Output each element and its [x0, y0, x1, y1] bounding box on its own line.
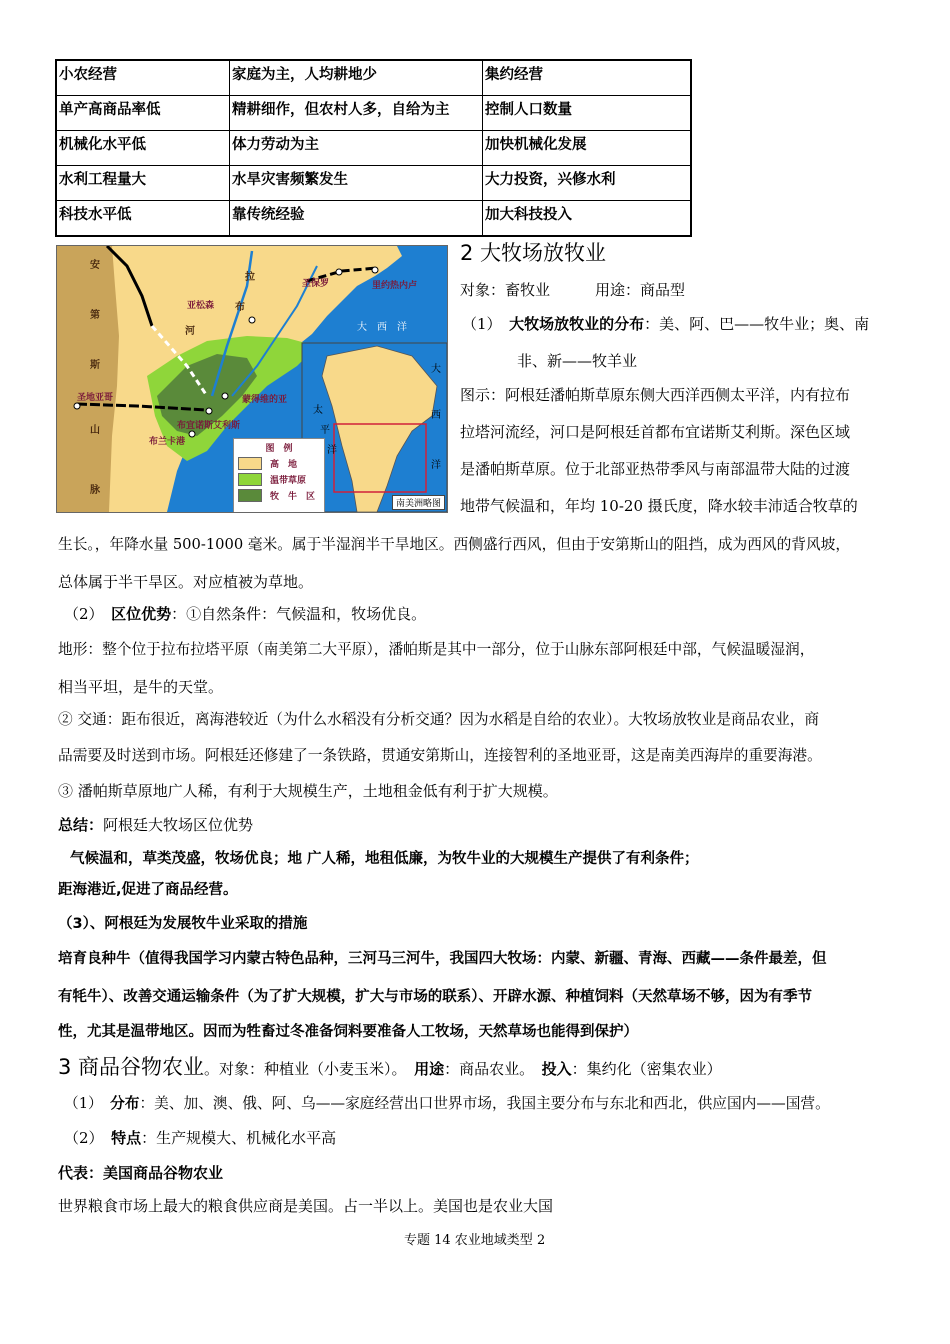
atl-label-3: 洋: [431, 460, 441, 471]
buenos-label: 布宜诺斯艾利斯: [177, 421, 241, 431]
pacific-label-1: 太: [313, 405, 323, 416]
legend-swatch-grassland: [238, 473, 262, 486]
table-cell: 精耕细作，但农村人多，自给为主: [230, 96, 483, 131]
s3-p1-rest: ：美、加、澳、俄、阿、乌——家庭经营出口世界市场，我国主要分布与东北和西北，供应国内——国营。: [139, 1095, 830, 1112]
p1-label: 大牧场放牧业的分布: [509, 315, 645, 333]
s3-p2-num: （2）: [64, 1129, 97, 1147]
santiago-dot: [74, 403, 80, 409]
representative: 代表：美国商品谷物农业: [58, 1164, 224, 1182]
traffic-line-1: ② 交通：距布很近，离海港较近（为什么水稻没有分析交通？因为水稻是自给的农业）。大牧场放牧业是商品农业，商: [58, 711, 820, 728]
summary-line: [58, 818, 253, 833]
page-footer: 专题 14 农业地域类型 2: [404, 1233, 546, 1248]
table-row: [56, 131, 691, 166]
atl-label-1: 大: [431, 364, 441, 375]
table-cell: 家庭为主，人均耕地少: [230, 60, 483, 96]
fig-desc-3: 是潘帕斯草原。位于北部亚热带季风与南部温带大陆的过渡: [460, 460, 851, 478]
rio-dot: [372, 267, 378, 273]
section3-heading: 3 商品谷物农业: [58, 1055, 205, 1079]
land-line: ③ 潘帕斯草原地广人稀，有利于大规模生产，土地租金低有利于扩大规模。: [58, 782, 558, 800]
andes-label-1: 安: [90, 260, 100, 271]
p2-num: （2）: [64, 605, 97, 623]
table-cell: 靠传统经验: [230, 201, 483, 237]
table-cell: 加快机械化发展: [483, 131, 692, 166]
bahia-label: 布兰卡港: [149, 437, 186, 447]
full-line-1: 生长。，年降水量 500-1000 毫米。属于半湿润半干旱地区。西侧盛行西风，但由于安第斯山的阻挡，成为西风的背风坡，: [58, 536, 851, 553]
table-cell: 体力劳动为主: [230, 131, 483, 166]
section2-p2: [64, 607, 426, 622]
section3-h-rest: 。对象：种植业（小麦玉米）。: [204, 1060, 415, 1078]
bahia-dot: [189, 431, 195, 437]
santos-dot: [336, 269, 342, 275]
section2-p1: [462, 317, 869, 332]
full-line-2: 总体属于半干旱区。对应植被为草地。: [58, 573, 314, 591]
section2-heading: 2 大牧场放牧业: [460, 241, 607, 265]
andes-label-3: 斯: [90, 360, 100, 371]
summary-label: 总结：: [58, 816, 104, 834]
table-row: [56, 60, 691, 96]
table-cell: 水利工程量大: [56, 166, 230, 201]
asuncion-dot: [249, 317, 255, 323]
table-cell: 科技水平低: [56, 201, 230, 237]
south-america-map: [56, 245, 448, 513]
table-row: [56, 96, 691, 131]
summary-rest: 阿根廷大牧场区位优势: [103, 816, 254, 834]
fig-desc-2: 拉塔河流经，河口是阿根廷首都布宜诺斯艾利斯。深色区域: [460, 423, 851, 441]
andes-label-4: 山: [90, 425, 100, 436]
section3-heading-line: [58, 1057, 722, 1078]
santiago-label: 圣地亚哥: [77, 393, 114, 403]
legend-swatch-cattle: [238, 489, 262, 502]
use-label: 用途: [414, 1060, 445, 1078]
section3-p1: [64, 1097, 830, 1112]
p1-rest: ：美、阿、巴——牧牛业；奥、南: [644, 315, 870, 333]
map-legend: [233, 438, 325, 513]
section2-p1-cont: 非、新——牧羊业: [517, 352, 638, 370]
use-rest: ：商品农业。: [444, 1060, 542, 1078]
ocean-main-label: 大 西 洋: [357, 322, 407, 333]
river-label: 河: [185, 326, 195, 337]
table-cell: 集约经营: [483, 60, 692, 96]
table-cell: 大力投资，兴修水利: [483, 166, 692, 201]
comparison-table: [55, 59, 692, 237]
pacific-label-2: 平: [320, 425, 330, 436]
atl-label-2: 西: [431, 410, 441, 421]
terrain-line-2: 相当平坦，是牛的天堂。: [58, 678, 224, 696]
section2-object-line: 对象：畜牧业 用途：商品型: [460, 281, 686, 299]
s3-p1-label: 分布: [110, 1095, 140, 1112]
table-cell: 控制人口数量: [483, 96, 692, 131]
pacific-label-3: 洋: [327, 445, 337, 456]
santos-label: 圣保罗: [302, 279, 330, 289]
table-row: [56, 201, 691, 237]
last-line: 世界粮食市场上最大的粮食供应商是美国。占一半以上。美国也是农业大国: [58, 1197, 554, 1215]
s3-p1-num: （1）: [64, 1095, 96, 1112]
measures-1: 培育良种牛（值得我国学习内蒙古特色品种，三河马三河牛，我国四大牧场：内蒙、新疆、青海、西藏——条件最差，但: [58, 951, 827, 967]
table-cell: 加大科技投入: [483, 201, 692, 237]
la-label-2: 布: [235, 302, 245, 313]
p2-label: 区位优势: [111, 605, 172, 623]
measures-2: 有牦牛）、改善交通运输条件（为了扩大规模，扩大与市场的联系）、开辟水源、种植饲料（天然草场不够，因为有季节: [58, 989, 812, 1005]
buenos-dot: [206, 408, 212, 414]
summary-2: 距海港近,促进了商品经营。: [58, 882, 238, 898]
p1-num: （1）: [462, 315, 495, 333]
table-cell: 单产高商品率低: [56, 96, 230, 131]
terrain-line-1: 地形：整个位于拉布拉塔平原（南美第二大平原），潘帕斯是其中一部分，位于山脉东部阿根廷中部，气候温暖湿润，: [58, 641, 815, 658]
montevideo-dot: [222, 393, 228, 399]
table-cell: 机械化水平低: [56, 131, 230, 166]
measures-3: 性，尤其是温带地区。因而为牲畜过冬准备饲料要准备人工牧场，天然草场也能得到保护）: [58, 1024, 638, 1040]
inset-title: 南美洲略图: [392, 495, 445, 510]
asuncion-label: 亚松森: [187, 301, 215, 311]
andes-area: [57, 246, 119, 512]
s3-p2-rest: ：生产规模大、机械化水平高: [141, 1129, 337, 1147]
legend-item-cattle: [238, 489, 324, 502]
section3-p2: [64, 1131, 336, 1146]
legend-label-highland: 高 地: [270, 460, 298, 470]
andes-label-2: 第: [90, 310, 100, 321]
table-row: [56, 166, 691, 201]
table-cell: 水旱灾害频繁发生: [230, 166, 483, 201]
fig-desc-1: 图示：阿根廷潘帕斯草原东侧大西洋西侧太平洋，内有拉布: [460, 386, 851, 404]
s3-p2-label: 特点: [111, 1129, 142, 1147]
traffic-line-2: 品需要及时送到市场。阿根廷还修建了一条铁路，贯通安第斯山，连接智利的圣地亚哥，这是南美西海岸的重要海港。: [58, 747, 822, 764]
legend-item-highland: [238, 457, 324, 470]
legend-swatch-highland: [238, 457, 262, 470]
la-label-1: 拉: [245, 272, 255, 283]
andes-label-5: 脉: [90, 485, 100, 496]
table-cell: 小农经营: [56, 60, 230, 96]
legend-title: 图 例: [265, 444, 293, 454]
summary-1: 气候温和，草类茂盛，牧场优良；地 广人稀，地租低廉，为牧牛业的大规模生产提供了有利条件；: [70, 851, 699, 867]
inv-rest: ：集约化（密集农业）: [571, 1060, 722, 1078]
rio-label: 里约热内卢: [372, 281, 418, 291]
legend-item-grassland: [238, 473, 324, 486]
p2-rest: ：①自然条件：气候温和，牧场优良。: [171, 605, 427, 623]
measures-heading: （3）、阿根廷为发展牧牛业采取的措施: [58, 916, 308, 932]
inv-label: 投入: [541, 1060, 572, 1078]
fig-desc-4: 地带气候温和，年均 10-20 摄氏度，降水较丰沛适合牧草的: [460, 497, 858, 515]
montevideo-label: 蒙得维的亚: [242, 395, 288, 405]
legend-label-grassland: 温带草原: [270, 476, 307, 486]
legend-label-cattle: 牧 牛 区: [270, 492, 316, 502]
